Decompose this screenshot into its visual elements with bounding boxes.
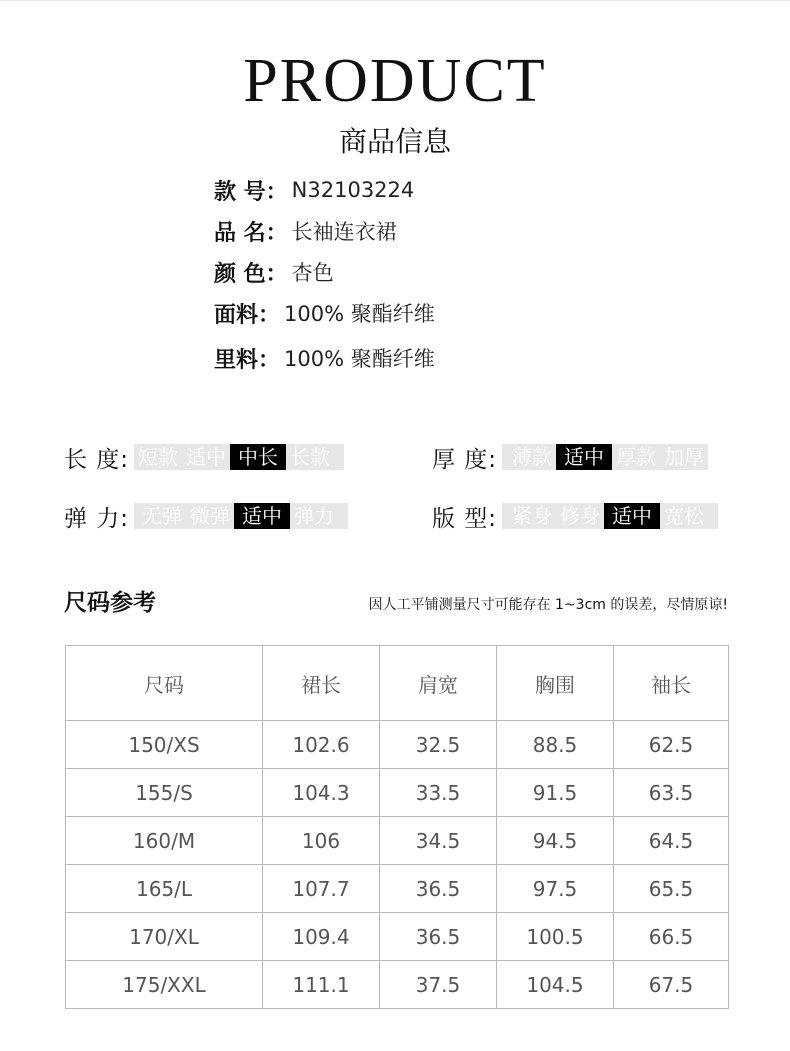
size-section-title: 尺码参考 xyxy=(64,590,156,616)
attr-scale xyxy=(502,444,708,470)
table-cell: 111.1 xyxy=(263,961,380,1009)
size-table xyxy=(65,645,729,1009)
attr-length xyxy=(64,441,344,473)
attr-elasticity xyxy=(64,500,348,532)
info-row-fabric xyxy=(214,297,435,329)
table-cell: 104.5 xyxy=(497,961,614,1009)
table-cell: 32.5 xyxy=(380,721,497,769)
page-title: PRODUCT xyxy=(243,47,547,115)
table-cell: 97.5 xyxy=(497,865,614,913)
column-header-shoulder: 肩宽 xyxy=(380,646,497,721)
attr-label: 长 度: xyxy=(64,446,130,473)
attr-label: 弹 力: xyxy=(64,505,130,532)
attr-option: 适中 xyxy=(186,445,226,469)
info-label: 品 名： xyxy=(214,220,288,246)
table-cell: 94.5 xyxy=(497,817,614,865)
table-row xyxy=(66,721,729,769)
info-label: 颜 色： xyxy=(214,261,288,287)
table-row xyxy=(66,817,729,865)
attr-option: 弹力 xyxy=(294,504,334,528)
table-header-row xyxy=(66,646,729,721)
page-subtitle: 商品信息 xyxy=(338,125,451,158)
attr-option: 紧身 xyxy=(512,504,552,528)
attr-label: 厚 度: xyxy=(432,446,498,473)
attr-option: 宽松 xyxy=(664,504,704,528)
info-value: 长袖连衣裙 xyxy=(291,220,397,244)
table-cell: 165/L xyxy=(66,865,263,913)
attr-option: 修身 xyxy=(560,504,600,528)
table-cell: 100.5 xyxy=(497,913,614,961)
table-cell: 155/S xyxy=(66,769,263,817)
info-row-style-number xyxy=(214,174,414,206)
attr-label: 版 型: xyxy=(432,505,498,532)
table-row xyxy=(66,769,729,817)
table-cell: 102.6 xyxy=(263,721,380,769)
attr-scale xyxy=(134,444,344,470)
attr-option-selected: 中长 xyxy=(230,444,286,470)
column-header-bust: 胸围 xyxy=(497,646,614,721)
column-header-size: 尺码 xyxy=(66,646,263,721)
table-cell: 64.5 xyxy=(614,817,729,865)
table-cell: 37.5 xyxy=(380,961,497,1009)
table-cell: 67.5 xyxy=(614,961,729,1009)
table-cell: 36.5 xyxy=(380,865,497,913)
table-cell: 65.5 xyxy=(614,865,729,913)
info-label: 面料： xyxy=(214,302,281,328)
column-header-sleeve: 袖长 xyxy=(614,646,729,721)
table-cell: 109.4 xyxy=(263,913,380,961)
attr-option: 薄款 xyxy=(512,445,552,469)
top-divider xyxy=(0,0,790,1)
table-cell: 36.5 xyxy=(380,913,497,961)
attr-option: 长款 xyxy=(290,445,330,469)
attr-option: 短款 xyxy=(138,445,178,469)
attr-option-selected: 适中 xyxy=(604,503,660,529)
info-row-lining xyxy=(214,342,435,374)
attr-option: 厚款 xyxy=(616,445,656,469)
table-cell: 175/XXL xyxy=(66,961,263,1009)
attr-option: 微弹 xyxy=(190,504,230,528)
attr-scale xyxy=(134,503,348,529)
info-value: 杏色 xyxy=(291,261,334,285)
info-value: 100% 聚酯纤维 xyxy=(284,347,435,371)
info-value: 100% 聚酯纤维 xyxy=(284,302,435,326)
table-cell: 104.3 xyxy=(263,769,380,817)
table-cell: 160/M xyxy=(66,817,263,865)
attr-option: 无弹 xyxy=(142,504,182,528)
info-value: N32103224 xyxy=(291,178,415,202)
table-row xyxy=(66,913,729,961)
table-cell: 88.5 xyxy=(497,721,614,769)
table-cell: 66.5 xyxy=(614,913,729,961)
table-cell: 106 xyxy=(263,817,380,865)
attr-option: 加厚 xyxy=(664,445,704,469)
table-cell: 107.7 xyxy=(263,865,380,913)
table-cell: 91.5 xyxy=(497,769,614,817)
info-row-color xyxy=(214,256,334,288)
attr-fit xyxy=(432,500,718,532)
table-cell: 63.5 xyxy=(614,769,729,817)
attr-scale xyxy=(502,503,718,529)
info-label: 款 号： xyxy=(214,179,288,205)
table-cell: 62.5 xyxy=(614,721,729,769)
column-header-length: 裙长 xyxy=(263,646,380,721)
info-label: 里料： xyxy=(214,347,281,373)
table-cell: 150/XS xyxy=(66,721,263,769)
table-row xyxy=(66,961,729,1009)
table-row xyxy=(66,865,729,913)
attr-option-selected: 适中 xyxy=(556,444,612,470)
table-cell: 170/XL xyxy=(66,913,263,961)
info-row-product-name xyxy=(214,215,397,247)
size-section-note: 因人工平铺测量尺寸可能存在 1~3cm 的误差，尽情原谅! xyxy=(368,597,728,613)
table-cell: 34.5 xyxy=(380,817,497,865)
attr-option-selected: 适中 xyxy=(234,503,290,529)
table-cell: 33.5 xyxy=(380,769,497,817)
attr-thickness xyxy=(432,441,708,473)
